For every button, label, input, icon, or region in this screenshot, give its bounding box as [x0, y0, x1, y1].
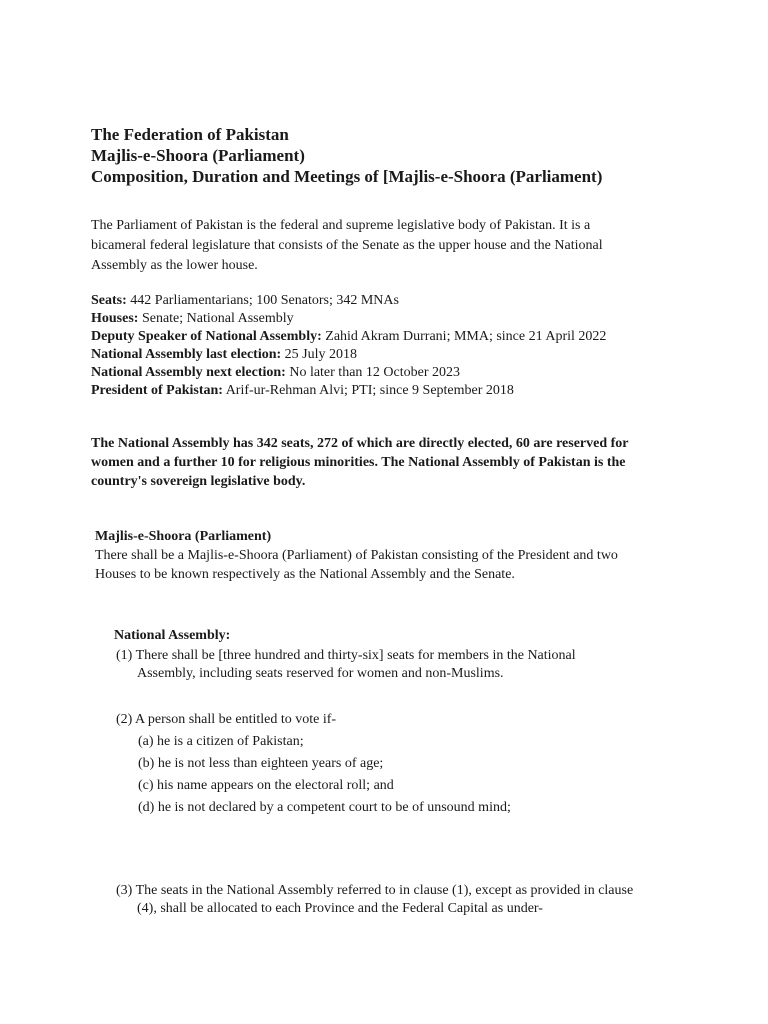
clause-3 [116, 882, 716, 918]
document-title [91, 124, 731, 187]
clause-3-line-2: (4), shall be allocated to each Province and the Federal Capital as under- [137, 901, 543, 916]
fact-deputy-speaker [91, 328, 691, 346]
parliament-section [95, 527, 695, 584]
clause-2-item-c: (c) his name appears on the electoral roll; and [138, 778, 394, 793]
clause-1 [116, 647, 716, 683]
intro-line-2: bicameral federal legislature that consists of the Senate as the upper house and the National [91, 238, 603, 253]
fact-label: Seats: [91, 293, 127, 308]
title-line-1: The Federation of Pakistan [91, 125, 289, 144]
clause-2 [116, 709, 716, 819]
title-line-2: Majlis-e-Shoora (Parliament) [91, 146, 305, 165]
clause-2-item-a: (a) he is a citizen of Pakistan; [138, 734, 304, 749]
fact-label: Houses: [91, 311, 139, 326]
fact-label: National Assembly last election: [91, 347, 282, 362]
na-summary-line-1: The National Assembly has 342 seats, 272 of which are directly elected, 60 are reserved for [91, 436, 629, 451]
intro-line-1: The Parliament of Pakistan is the federal and supreme legislative body of Pakistan. It is a [91, 218, 591, 233]
national-assembly-heading: National Assembly: [114, 628, 231, 643]
clause-2-item-d: (d) he is not declared by a competent court to be of unsound mind; [138, 800, 511, 815]
clause-1-line-1: (1) There shall be [three hundred and thirty-six] seats for members in the National [116, 648, 576, 663]
fact-last-election [91, 346, 691, 364]
facts-list [91, 292, 691, 400]
fact-seats [91, 292, 691, 310]
fact-value: 25 July 2018 [281, 347, 357, 362]
parliament-line-1: There shall be a Majlis-e-Shoora (Parliament) of Pakistan consisting of the President and two [95, 548, 618, 563]
fact-label: President of Pakistan: [91, 383, 223, 398]
na-summary-line-2: women and a further 10 for religious minorities. The National Assembly of Pakistan is the [91, 455, 626, 470]
fact-next-election [91, 364, 691, 382]
clause-3-line-1: (3) The seats in the National Assembly referred to in clause (1), except as provided in clause [116, 883, 634, 898]
fact-value: 442 Parliamentarians; 100 Senators; 342 MNAs [126, 293, 399, 308]
fact-president [91, 382, 691, 400]
title-line-3: Composition, Duration and Meetings of [Majlis-e-Shoora (Parliament) [91, 167, 603, 186]
fact-value: Zahid Akram Durrani; MMA; since 21 April 2022 [321, 329, 607, 344]
fact-value: Senate; National Assembly [138, 311, 294, 326]
fact-value: Arif-ur-Rehman Alvi; PTI; since 9 September 2018 [222, 383, 514, 398]
clause-1-line-2: Assembly, including seats reserved for women and non-Muslims. [137, 666, 504, 681]
fact-label: National Assembly next election: [91, 365, 286, 380]
fact-label: Deputy Speaker of National Assembly: [91, 329, 322, 344]
fact-value: No later than 12 October 2023 [285, 365, 461, 380]
clause-2-item-b: (b) he is not less than eighteen years of age; [138, 756, 384, 771]
parliament-heading: Majlis-e-Shoora (Parliament) [95, 529, 272, 544]
intro-line-3: Assembly as the lower house. [91, 258, 258, 273]
fact-houses [91, 310, 691, 328]
na-summary-paragraph [91, 434, 681, 491]
na-summary-line-3: country's sovereign legislative body. [91, 474, 306, 489]
intro-paragraph [91, 216, 671, 276]
clause-2-intro: (2) A person shall be entitled to vote if- [116, 712, 337, 727]
parliament-line-2: Houses to be known respectively as the National Assembly and the Senate. [95, 567, 515, 582]
